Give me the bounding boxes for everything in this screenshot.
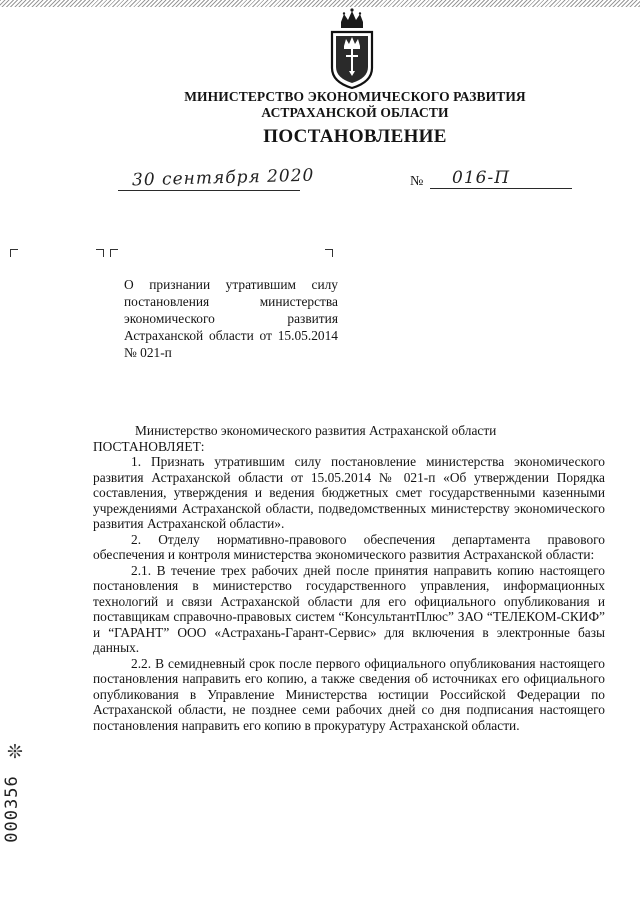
body-intro: Министерство экономического развития Астраханской области: [135, 423, 497, 438]
serial-number: 000356: [2, 775, 22, 843]
corner-mark-left: [10, 249, 18, 257]
document-number: 016-П: [452, 168, 511, 188]
corner-mark-mid-left: [96, 249, 104, 257]
ministry-name-line1: МИНИСТЕРСТВО ЭКОНОМИЧЕСКОГО РАЗВИТИЯ: [184, 89, 526, 104]
date-underline: [118, 190, 300, 191]
number-label: №: [410, 174, 424, 189]
paragraph-2: 2. Отделу нормативно-правового обеспечения департамента правового обеспечения и контроля министерства экономического развития Астраханской области:: [93, 531, 605, 562]
number-underline: [430, 188, 572, 189]
paragraph-1: 1. Признать утратившим силу постановление министерства экономического развития Астраханской области от 15.05.2014 № 021-п «Об утверждении Порядка составления, утверждения и ведения бюджетных смет государственными казенными учреждениями Астраханской области, подведомственных министерству экономического развития Астраханской области».: [93, 454, 605, 531]
document-subject: О признании утратившим силу постановления министерства экономического развития Астраханской области от 15.05.2014 № 021-п: [124, 277, 338, 360]
ministry-name-line2: АСТРАХАНСКОЙ ОБЛАСТИ: [261, 105, 449, 120]
body-decree-word: ПОСТАНОВЛЯЕТ:: [93, 438, 205, 454]
document-type: ПОСТАНОВЛЕНИЕ: [263, 126, 447, 147]
paragraph-2-2: 2.2. В семидневный срок после первого официального опубликования настоящего постановления направить его копию, а также сведения об источниках его официального опубликования в Управление Министерства юстиции Российской Федерации по Астраханской области, не позднее семи рабочих дней со дня подписания настоящего постановления направить его копию в прокуратуру Астраханской области.: [93, 655, 605, 733]
astrakhan-coat-of-arms-icon: [326, 8, 378, 92]
document-date: 30 сентября 2020: [131, 165, 315, 191]
paragraph-2-1: 2.1. В течение трех рабочих дней после принятия направить копию настоящего постановления в министерство государственного управления, информационных технологий и связи Астраханской области для его официального опубликования и поставщикам справочно-правовых систем “КонсультантПлюс” ЗАО “ТЕЛЕКОМ-СКИФ” и “ГАРАНТ” ООО «Астрахань-Гарант-Сервис» для включения в электронные базы данных.: [93, 562, 605, 655]
scan-top-edge: [0, 0, 640, 7]
document-body: [93, 423, 605, 733]
corner-mark-right: [325, 249, 333, 257]
asterisk-stamp-icon: ❊: [7, 742, 23, 763]
corner-mark-mid-right: [110, 249, 118, 257]
